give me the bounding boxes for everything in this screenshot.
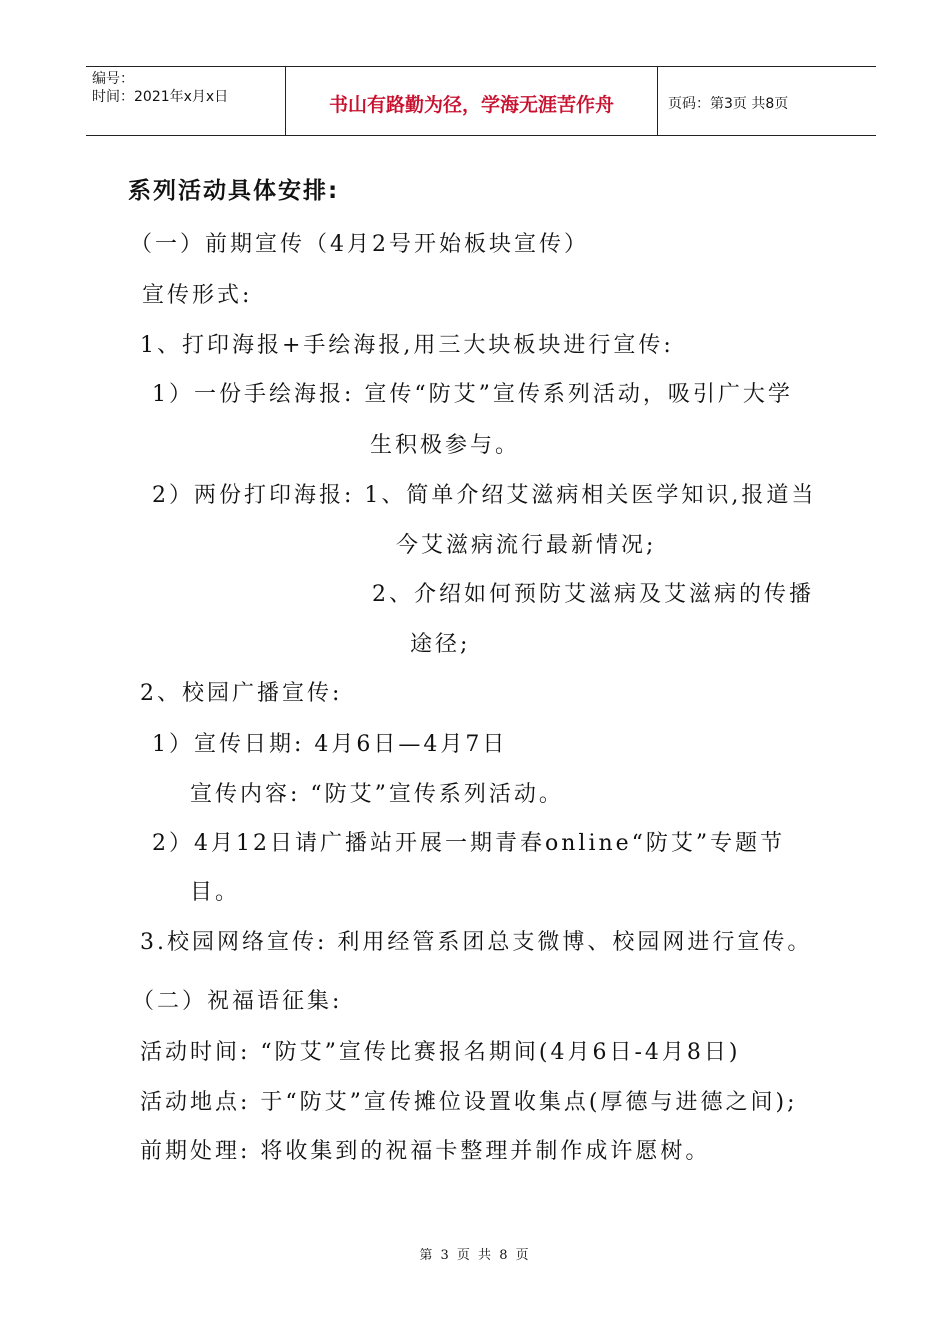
item-1: 1、打印海报+手绘海报,用三大块板块进行宣传:: [140, 333, 674, 358]
item-2-1-content: 宣传内容: “防艾”宣传系列活动。: [190, 782, 564, 807]
item-2-2-line2: 目。: [190, 880, 241, 905]
item-2-1: 1）宣传日期: 4月6日—4月7日: [152, 732, 508, 757]
section-title: 系列活动具体安排:: [128, 178, 340, 204]
section1-heading: （一）前期宣传（4月2号开始板块宣传）: [130, 232, 589, 257]
item-1-2-line3: 2、介绍如何预防艾滋病及艾滋病的传播: [372, 582, 814, 607]
item-1-1-line1: 1）一份手绘海报: 宣传“防艾”宣传系列活动，吸引广大学: [152, 382, 793, 407]
item-1-2-line2: 今艾滋病流行最新情况;: [396, 533, 657, 558]
page-header: [86, 66, 876, 136]
activity-place: 活动地点: 于“防艾”宣传摊位设置收集点(厚德与进德之间);: [140, 1090, 798, 1115]
page-footer: 第 3 页 共 8 页: [419, 1248, 531, 1263]
header-time-label: 时间：2021年x月x日: [92, 89, 229, 105]
item-1-2-line4: 途径;: [410, 632, 471, 657]
header-page-info: 页码：第3页 共8页: [668, 96, 789, 112]
item-3: 3.校园网络宣传: 利用经管系团总支微博、校园网进行宣传。: [140, 930, 813, 955]
header-number-label: 编号：: [92, 71, 134, 87]
item-2: 2、校园广播宣传:: [140, 681, 343, 706]
item-1-2-line1: 2）两份打印海报: 1、简单介绍艾滋病相关医学知识,报道当: [152, 483, 817, 508]
item-1-1-line2: 生积极参与。: [370, 433, 521, 458]
activity-time: 活动时间: “防艾”宣传比赛报名期间(4月6日-4月8日): [140, 1040, 741, 1065]
early-processing: 前期处理: 将收集到的祝福卡整理并制作成许愿树。: [140, 1139, 711, 1164]
form-label: 宣传形式:: [142, 283, 253, 308]
header-meta-cell: [86, 67, 286, 135]
item-2-2-line1: 2）4月12日请广播站开展一期青春online“防艾”专题节: [152, 831, 786, 856]
header-motto: 书山有路勤为径，学海无涯苦作舟: [286, 67, 658, 135]
section2-heading: （二）祝福语征集:: [132, 989, 343, 1014]
